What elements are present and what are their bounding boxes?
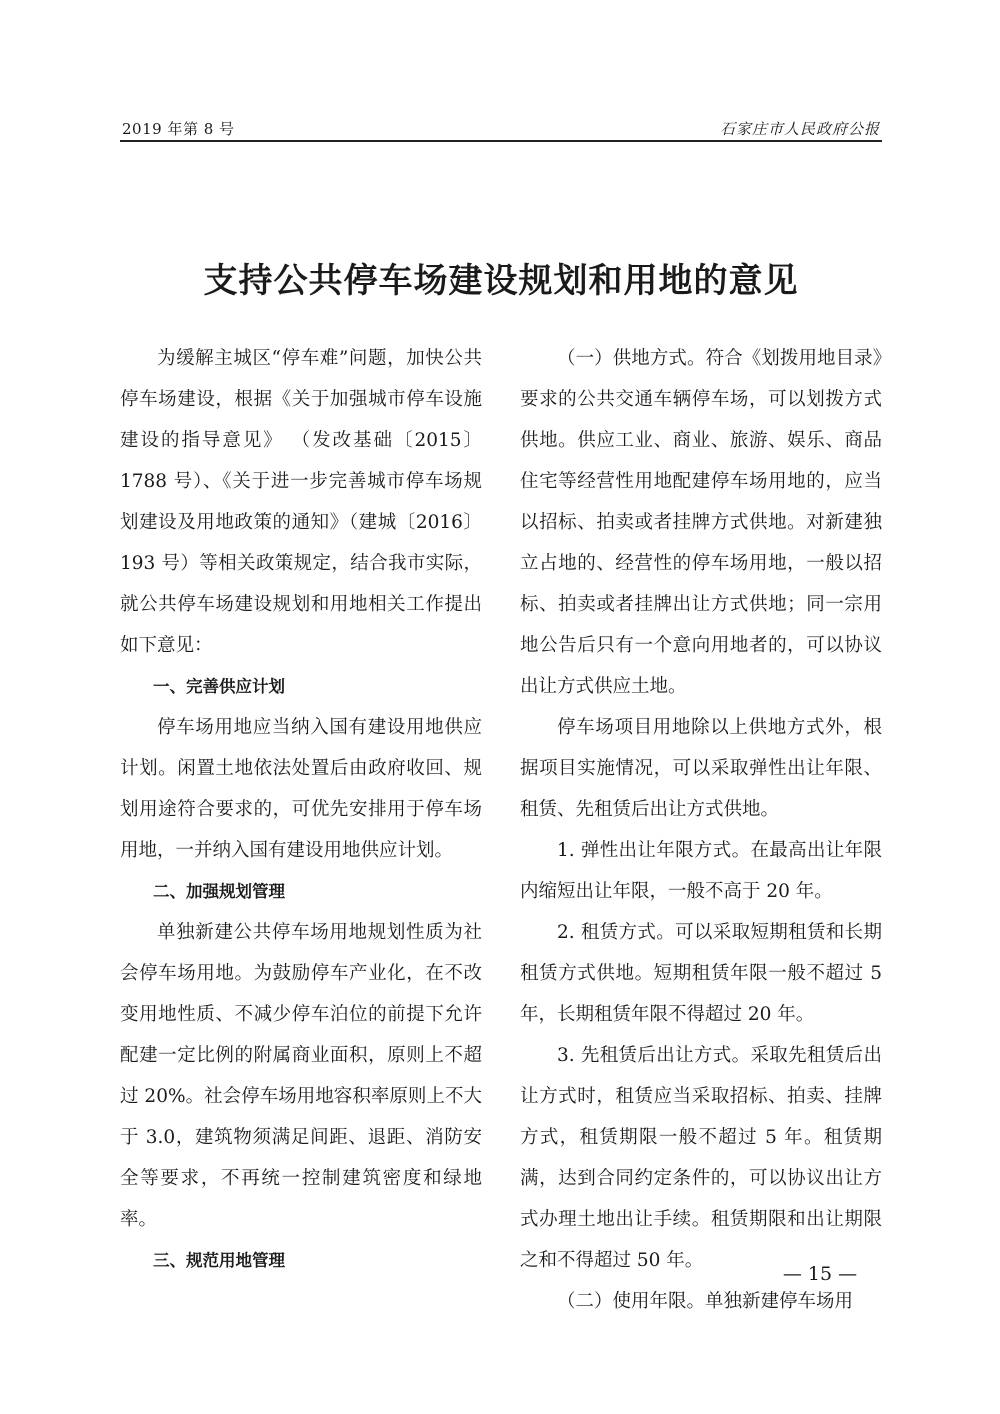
section-heading-land-management: 三、规范用地管理 [153, 1251, 285, 1270]
section-heading-supply-plan: 一、完善供应计划 [153, 677, 285, 696]
issue-label: 2019 年第 8 号 [122, 120, 235, 138]
section-heading-planning: 二、加强规划管理 [153, 882, 285, 901]
intro-paragraph: 为缓解主城区“停车难”问题，加快公共停车场建设，根据《关于加强城市停车设施建设的指导意见》 （发改基础〔2015〕1788 号）、《关于进一步完善城市停车场规划建设及用地政策的通知》（建城〔2016〕193 号）等相关政策规定，结合我市实际，就公共停车场建设规划和用地相关工作提出如下意见： [120, 348, 482, 656]
page-number: — 15 — [782, 1263, 858, 1285]
lease-paragraph: 2. 租赁方式。可以采取短期租赁和长期租赁方式供地。短期租赁年限一般不超过 5 年，长期租赁年限不得超过 20 年。 [520, 922, 882, 1025]
usage-term-paragraph: （二）使用年限。单独新建停车场用 [557, 1291, 854, 1312]
planning-paragraph: 单独新建公共停车场用地规划性质为社会停车场用地。为鼓励停车产业化，在不改变用地性质、不减少停车泊位的前提下允许配建一定比例的附属商业面积，原则上不超过 20%。社会停车场用地容积率原则上不大于 3.0，建筑物须满足间距、退距、消防安全等要求，不再统一控制建筑密度和绿地率。 [120, 922, 482, 1230]
supply-methods-paragraph: 停车场项目用地除以上供地方式外，根据项目实施情况，可以采取弹性出让年限、租赁、先租赁后出让方式供地。 [520, 717, 882, 820]
header-divider [120, 140, 882, 142]
flexible-term-paragraph: 1. 弹性出让年限方式。在最高出让年限内缩短出让年限，一般不高于 20 年。 [520, 840, 882, 902]
left-column [120, 338, 482, 1281]
land-supply-paragraph: （一）供地方式。符合《划拨用地目录》要求的公共交通车辆停车场，可以划拨方式供地。供应工业、商业、旅游、娱乐、商品住宅等经营性用地配建停车场用地的，应当以招标、拍卖或者挂牌方式供地。对新建独立占地的、经营性的停车场用地，一般以招标、拍卖或者挂牌出让方式供地；同一宗用地公告后只有一个意向用地者的，可以协议出让方式供应土地。 [520, 348, 882, 697]
publication-name: 石家庄市人民政府公报 [719, 120, 880, 138]
supply-plan-paragraph: 停车场用地应当纳入国有建设用地供应计划。闲置土地依法处置后由政府收回、规划用途符合要求的，可优先安排用于停车场用地，一并纳入国有建设用地供应计划。 [120, 717, 482, 861]
document-title: 支持公共停车场建设规划和用地的意见 [203, 260, 799, 301]
lease-then-transfer-paragraph: 3. 先租赁后出让方式。采取先租赁后出让方式时，租赁应当采取招标、拍卖、挂牌方式，租赁期限一般不超过 5 年。租赁期满，达到合同约定条件的，可以协议出让方式办理土地出让手续。租赁期限和出让期限之和不得超过 50 年。 [520, 1045, 882, 1271]
right-column [520, 338, 882, 1322]
